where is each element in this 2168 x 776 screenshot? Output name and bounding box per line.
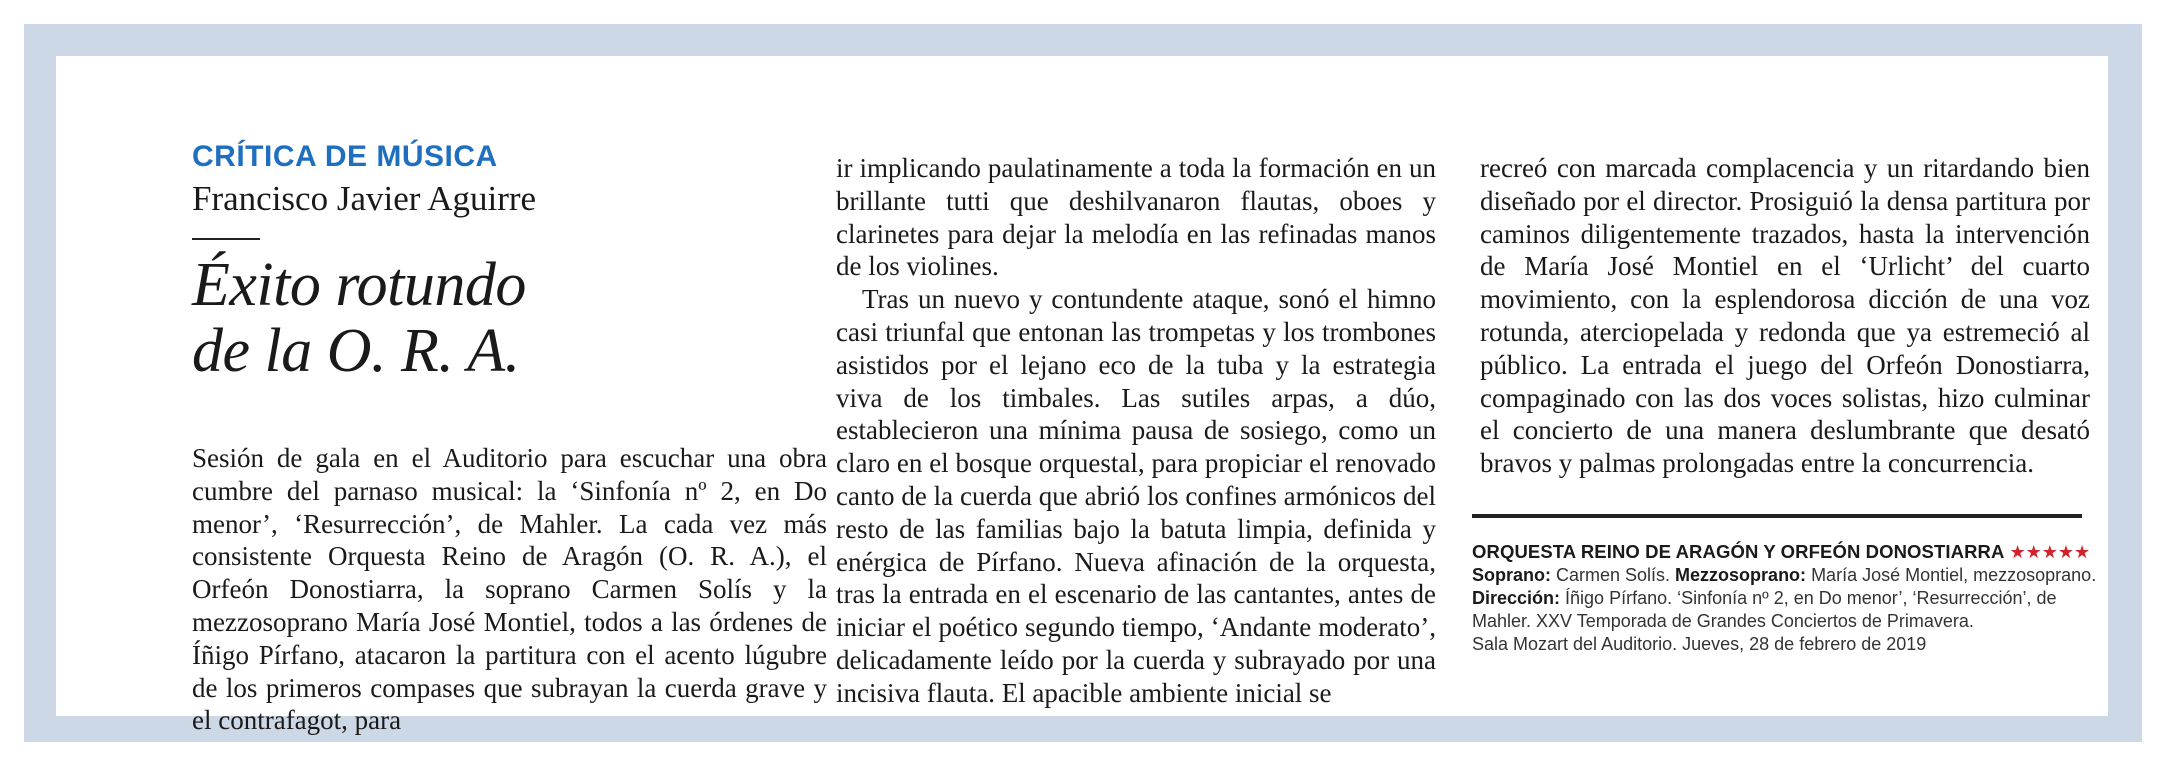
- article-clipping: [56, 56, 2108, 736]
- headline-line-1: Éxito rotundo: [192, 251, 526, 319]
- factbox-line-3: Mahler. XXV Temporada de Grandes Conciertos de Primavera.: [1472, 610, 1974, 631]
- byline-divider: [192, 238, 260, 240]
- body-paragraph: Tras un nuevo y contundente ataque, sonó el himno casi triunfal que entonan las trompetas y los trombones asistidos por el lejano eco de la tuba y la estrategia viva de los timbales. Las sutiles arpas, a dúo, establecieron una mínima pausa de sosiego, como un claro en el bosque orquestal, para propiciar el renovado canto de la cuerda que abrió los confines armónicos del resto de las familias bajo la batuta limpia, definida y enérgica de Pírfano. Nueva afinación de la orquesta, tras la entrada en el escenario de las cantantes, antes de iniciar el poético segundo tiempo, ‘Andante moderato’, delicadamente leído por la cuerda y subrayado por una incisiva flauta. El apacible ambiente inicial se: [836, 284, 1436, 708]
- body-paragraph: ir implicando paulatinamente a toda la formación en un brillante tutti que deshilvanaron flautas, oboes y clarinetes para dejar la melodía en las refinadas manos de los violines.: [836, 153, 1436, 282]
- headline: [192, 252, 827, 384]
- body-paragraph: recreó con marcada complacencia y un ritardando bien diseñado por el director. Prosiguió la densa partitura por caminos diligentemente trazados, hasta la intervención de María José Montiel en el ‘Urlicht’ del cuarto movimiento, con la esplendorosa dicción de una voz rotunda, aterciopelada y redonda que ya estremeció al público. La entrada el juego del Orfeón Donostiarra, compaginado con las dos voces solistas, hizo culminar el concierto de una manera deslumbrante que desató bravos y palmas prolongadas entre la concurrencia.: [1480, 153, 2090, 479]
- author-byline: Francisco Javier Aguirre: [192, 179, 537, 218]
- factbox-line-4: Sala Mozart del Auditorio. Jueves, 28 de febrero de 2019: [1472, 633, 1927, 654]
- rating-stars: ★★★★★: [2009, 541, 2091, 562]
- concert-factbox: [1472, 540, 2097, 656]
- mezzo-label: Mezzosoprano:: [1675, 564, 1807, 585]
- factbox-title-line: [1472, 540, 2092, 564]
- mezzo-value: María José Montiel, mezzosoprano.: [1806, 564, 2097, 585]
- factbox-soloists: [1472, 564, 2097, 587]
- column-1: [192, 140, 827, 737]
- direction-value: Íñigo Pírfano. ‘Sinfonía nº 2, en Do menor’, ‘Resurrección’, de: [1560, 587, 2057, 608]
- soprano-label: Soprano:: [1472, 564, 1551, 585]
- soprano-value: Carmen Solís.: [1551, 564, 1676, 585]
- factbox-title: ORQUESTA REINO DE ARAGÓN Y ORFEÓN DONOSTIARRA: [1472, 540, 2005, 562]
- body-paragraph: Sesión de gala en el Auditorio para escuchar una obra cumbre del parnaso musical: la ‘Sinfonía nº 2, en Do menor’, ‘Resurrección’, de Mahler. La cada vez más consistente Orquesta Reino de Aragón (O. R. A.), el Orfeón Donostiarra, la soprano Carmen Solís y la mezzosoprano María José Montiel, todos a las órdenes de Íñigo Pírfano, atacaron la partitura con el acento lúgubre de los primeros compases que subrayan la cuerda grave y el contrafagot, para: [192, 443, 827, 736]
- factbox-divider: [1472, 514, 2082, 518]
- factbox-direction: [1472, 587, 2092, 610]
- direction-label: Dirección:: [1472, 587, 1561, 608]
- headline-line-2: de la O. R. A.: [192, 317, 520, 385]
- column-2: [836, 152, 1436, 710]
- section-label: CRÍTICA DE MÚSICA: [192, 140, 498, 173]
- column-3: [1472, 152, 2097, 656]
